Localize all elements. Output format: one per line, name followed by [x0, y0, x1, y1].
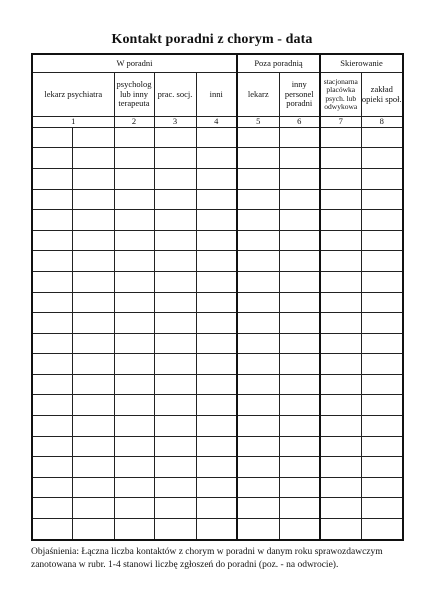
entry-cell[interactable] [72, 271, 114, 292]
entry-cell[interactable] [196, 230, 237, 251]
entry-cell[interactable] [279, 354, 320, 375]
form-title: Kontakt poradni z chorym - data [111, 32, 313, 47]
entry-cell[interactable] [72, 354, 114, 375]
table-row [32, 168, 403, 189]
contact-form-table-area [31, 53, 402, 541]
column-number-3: 3 [154, 117, 196, 128]
entry-cell[interactable] [114, 210, 154, 231]
entry-cell[interactable] [320, 148, 361, 169]
entry-cell[interactable] [237, 416, 279, 437]
entry-cell[interactable] [114, 168, 154, 189]
table-row [32, 477, 403, 498]
entry-cell[interactable] [114, 333, 154, 354]
table-row [32, 333, 403, 354]
entry-cell[interactable] [154, 271, 196, 292]
entry-cell[interactable] [279, 271, 320, 292]
table-row [32, 374, 403, 395]
entry-cell[interactable] [361, 374, 403, 395]
entry-cell[interactable] [154, 189, 196, 210]
table-row [32, 498, 403, 519]
entry-cell[interactable] [320, 477, 361, 498]
entry-cell[interactable] [361, 457, 403, 478]
entry-cell[interactable] [361, 271, 403, 292]
table-row [32, 416, 403, 437]
entry-cell[interactable] [361, 416, 403, 437]
entry-cell[interactable] [32, 292, 72, 313]
entry-cell[interactable] [320, 416, 361, 437]
entry-cell[interactable] [32, 395, 72, 416]
entry-cell[interactable] [320, 230, 361, 251]
entry-cell[interactable] [72, 251, 114, 272]
column-number-4: 4 [196, 117, 237, 128]
entry-cell[interactable] [279, 210, 320, 231]
column-header-lekarz: lekarz [237, 73, 279, 117]
entry-cell[interactable] [279, 148, 320, 169]
entry-cell[interactable] [320, 457, 361, 478]
entry-cell[interactable] [320, 436, 361, 457]
entry-cell[interactable] [237, 210, 279, 231]
entry-cell[interactable] [320, 271, 361, 292]
entry-cell[interactable] [154, 168, 196, 189]
entry-cell[interactable] [279, 395, 320, 416]
entry-cell[interactable] [196, 354, 237, 375]
column-header-zaklad-opieki: zakład opieki społ. [361, 73, 403, 117]
entry-cell[interactable] [237, 374, 279, 395]
entry-cell[interactable] [320, 333, 361, 354]
entry-cell[interactable] [196, 519, 237, 540]
entry-cell[interactable] [114, 498, 154, 519]
entry-cell[interactable] [196, 416, 237, 437]
entry-cell[interactable] [72, 416, 114, 437]
entry-cell[interactable] [237, 457, 279, 478]
entry-cell[interactable] [237, 498, 279, 519]
group-header-row [32, 54, 403, 73]
entry-cell[interactable] [154, 519, 196, 540]
entry-cell[interactable] [154, 251, 196, 272]
entry-cell[interactable] [72, 148, 114, 169]
group-skierowanie: Skierowanie [320, 54, 403, 73]
entry-cell[interactable] [237, 148, 279, 169]
entry-cell[interactable] [72, 374, 114, 395]
table-row [32, 271, 403, 292]
table-row [32, 436, 403, 457]
entry-cell[interactable] [72, 519, 114, 540]
entry-cell[interactable] [279, 127, 320, 148]
entry-cell[interactable] [237, 168, 279, 189]
entry-cell[interactable] [279, 457, 320, 478]
entry-cell[interactable] [114, 313, 154, 334]
entry-cell[interactable] [196, 292, 237, 313]
entry-cell[interactable] [279, 292, 320, 313]
entry-cell[interactable] [361, 477, 403, 498]
entry-cell[interactable] [279, 251, 320, 272]
entry-cell[interactable] [32, 416, 72, 437]
entry-cell[interactable] [154, 436, 196, 457]
entry-cell[interactable] [320, 498, 361, 519]
entry-cell[interactable] [154, 477, 196, 498]
column-header-inni: inni [196, 73, 237, 117]
entry-cell[interactable] [361, 333, 403, 354]
column-number-5: 5 [237, 117, 279, 128]
entry-cell[interactable] [114, 477, 154, 498]
entry-cell[interactable] [361, 498, 403, 519]
entry-cell[interactable] [32, 251, 72, 272]
footnote-line-1: Objaśnienia: Łączna liczba kontaktów z chorym w poradni w danym roku sprawozdawczym [31, 547, 383, 557]
contact-form-table [31, 53, 404, 541]
entry-cell[interactable] [154, 354, 196, 375]
entry-cell[interactable] [196, 457, 237, 478]
entry-cell[interactable] [237, 189, 279, 210]
entry-cell[interactable] [114, 395, 154, 416]
entry-cell[interactable] [196, 333, 237, 354]
entry-cell[interactable] [320, 189, 361, 210]
entry-cell[interactable] [196, 313, 237, 334]
entry-cell[interactable] [32, 230, 72, 251]
entry-cell[interactable] [320, 313, 361, 334]
entry-cell[interactable] [279, 230, 320, 251]
entry-cell[interactable] [237, 436, 279, 457]
entry-cell[interactable] [361, 395, 403, 416]
table-row [32, 395, 403, 416]
table-row [32, 313, 403, 334]
entry-cell[interactable] [320, 395, 361, 416]
entry-cell[interactable] [72, 127, 114, 148]
entry-cell[interactable] [154, 313, 196, 334]
entry-cell[interactable] [72, 313, 114, 334]
column-header-prac-socj: prac. socj. [154, 73, 196, 117]
entry-cell[interactable] [237, 395, 279, 416]
entry-cell[interactable] [32, 168, 72, 189]
entry-cell[interactable] [361, 292, 403, 313]
entry-cell[interactable] [237, 127, 279, 148]
entry-cell[interactable] [196, 210, 237, 231]
entry-cell[interactable] [320, 292, 361, 313]
table-row [32, 127, 403, 148]
entry-cell[interactable] [72, 498, 114, 519]
entry-cell[interactable] [114, 127, 154, 148]
entry-cell[interactable] [237, 292, 279, 313]
entry-cell[interactable] [361, 168, 403, 189]
entry-cell[interactable] [237, 251, 279, 272]
entry-cell[interactable] [114, 230, 154, 251]
entry-cell[interactable] [72, 457, 114, 478]
entry-cell[interactable] [32, 333, 72, 354]
table-row [32, 230, 403, 251]
entry-cell[interactable] [32, 519, 72, 540]
entry-cell[interactable] [154, 230, 196, 251]
table-row [32, 148, 403, 169]
column-number-7: 7 [320, 117, 361, 128]
entry-cell[interactable] [320, 354, 361, 375]
entry-cell[interactable] [114, 354, 154, 375]
entry-cell[interactable] [237, 313, 279, 334]
entry-cell[interactable] [196, 127, 237, 148]
entry-cell[interactable] [361, 354, 403, 375]
column-header-inny-personel: inny personel poradni [279, 73, 320, 117]
entry-cell[interactable] [32, 477, 72, 498]
entry-cell[interactable] [32, 148, 72, 169]
entry-cell[interactable] [279, 519, 320, 540]
entry-cell[interactable] [32, 374, 72, 395]
entry-cell[interactable] [72, 189, 114, 210]
entry-cell[interactable] [196, 189, 237, 210]
entry-cell[interactable] [320, 251, 361, 272]
column-header-stacjonarna-placowka: stacjonarna placówka psych. lub odwykowa [320, 73, 361, 117]
entry-cell[interactable] [114, 251, 154, 272]
entry-cell[interactable] [320, 168, 361, 189]
entry-cell[interactable] [279, 333, 320, 354]
entry-cell[interactable] [32, 271, 72, 292]
entry-cell[interactable] [237, 519, 279, 540]
column-number-1: 1 [32, 117, 114, 128]
column-number-6: 6 [279, 117, 320, 128]
entry-cell[interactable] [32, 127, 72, 148]
entry-cell[interactable] [196, 271, 237, 292]
entry-cell[interactable] [361, 313, 403, 334]
entry-cell[interactable] [72, 436, 114, 457]
entry-cell[interactable] [196, 251, 237, 272]
entry-cell[interactable] [114, 457, 154, 478]
entry-cell[interactable] [279, 374, 320, 395]
entry-cell[interactable] [154, 374, 196, 395]
entry-cell[interactable] [32, 457, 72, 478]
entry-cell[interactable] [279, 416, 320, 437]
entry-cell[interactable] [154, 210, 196, 231]
table-row [32, 457, 403, 478]
entry-cell[interactable] [72, 395, 114, 416]
group-poza-poradnia: Poza poradnią [237, 54, 320, 73]
entry-cell[interactable] [320, 519, 361, 540]
entry-cell[interactable] [154, 395, 196, 416]
entry-cell[interactable] [154, 416, 196, 437]
table-row [32, 189, 403, 210]
entry-cell[interactable] [154, 127, 196, 148]
group-w-poradni: W poradni [32, 54, 237, 73]
entry-cell[interactable] [32, 498, 72, 519]
entry-cell[interactable] [196, 148, 237, 169]
entry-cell[interactable] [114, 189, 154, 210]
column-number-row [32, 117, 403, 128]
entry-cell[interactable] [237, 333, 279, 354]
entry-cell[interactable] [114, 271, 154, 292]
entry-cell[interactable] [196, 436, 237, 457]
entry-cell[interactable] [32, 436, 72, 457]
entry-cell[interactable] [114, 292, 154, 313]
column-header-row [32, 73, 403, 117]
entry-cell[interactable] [154, 333, 196, 354]
entry-cell[interactable] [154, 457, 196, 478]
entry-cell[interactable] [114, 148, 154, 169]
entry-cell[interactable] [279, 313, 320, 334]
entry-cell[interactable] [72, 230, 114, 251]
entry-cell[interactable] [237, 354, 279, 375]
entry-cell[interactable] [154, 498, 196, 519]
column-number-8: 8 [361, 117, 403, 128]
entry-cell[interactable] [32, 210, 72, 231]
entry-cell[interactable] [279, 168, 320, 189]
entry-cell[interactable] [72, 292, 114, 313]
entry-cell[interactable] [32, 313, 72, 334]
entry-cell[interactable] [237, 477, 279, 498]
entry-cell[interactable] [237, 230, 279, 251]
entry-cell[interactable] [361, 189, 403, 210]
entry-cell[interactable] [196, 395, 237, 416]
column-header-psycholog: psycholog lub inny terapeuta [114, 73, 154, 117]
entry-cell[interactable] [361, 210, 403, 231]
column-header-lekarz-psychiatra: lekarz psychiatra [32, 73, 114, 117]
footnote-line-2: zanotowana w rubr. 1-4 stanowi liczbę zgłoszeń do poradni (poz. - na odwrocie). [31, 560, 339, 570]
entry-cell[interactable] [320, 127, 361, 148]
entry-cell[interactable] [320, 374, 361, 395]
entry-cell[interactable] [279, 477, 320, 498]
entry-cell[interactable] [361, 436, 403, 457]
entry-cell[interactable] [196, 374, 237, 395]
entry-cell[interactable] [196, 477, 237, 498]
entry-cell[interactable] [32, 354, 72, 375]
entry-cell[interactable] [361, 127, 403, 148]
entry-cell[interactable] [361, 519, 403, 540]
entry-cell[interactable] [154, 292, 196, 313]
entry-cell[interactable] [320, 210, 361, 231]
entry-cell[interactable] [361, 230, 403, 251]
entry-cell[interactable] [72, 210, 114, 231]
entry-cell[interactable] [72, 333, 114, 354]
table-row [32, 354, 403, 375]
entry-cell[interactable] [114, 416, 154, 437]
table-row [32, 519, 403, 540]
entry-cell[interactable] [361, 148, 403, 169]
entry-cell[interactable] [114, 519, 154, 540]
entry-cell[interactable] [72, 168, 114, 189]
entry-cell[interactable] [114, 436, 154, 457]
entry-cell[interactable] [196, 168, 237, 189]
entry-cell[interactable] [361, 251, 403, 272]
entry-cell[interactable] [279, 189, 320, 210]
entry-cell[interactable] [237, 271, 279, 292]
entry-cell[interactable] [279, 498, 320, 519]
entry-cell[interactable] [154, 148, 196, 169]
entry-cell[interactable] [114, 374, 154, 395]
entry-cell[interactable] [72, 477, 114, 498]
footnote [31, 546, 411, 572]
table-row [32, 251, 403, 272]
column-number-2: 2 [114, 117, 154, 128]
entry-cell[interactable] [32, 189, 72, 210]
table-row [32, 292, 403, 313]
entry-cell[interactable] [279, 436, 320, 457]
entry-cell[interactable] [196, 498, 237, 519]
table-row [32, 210, 403, 231]
